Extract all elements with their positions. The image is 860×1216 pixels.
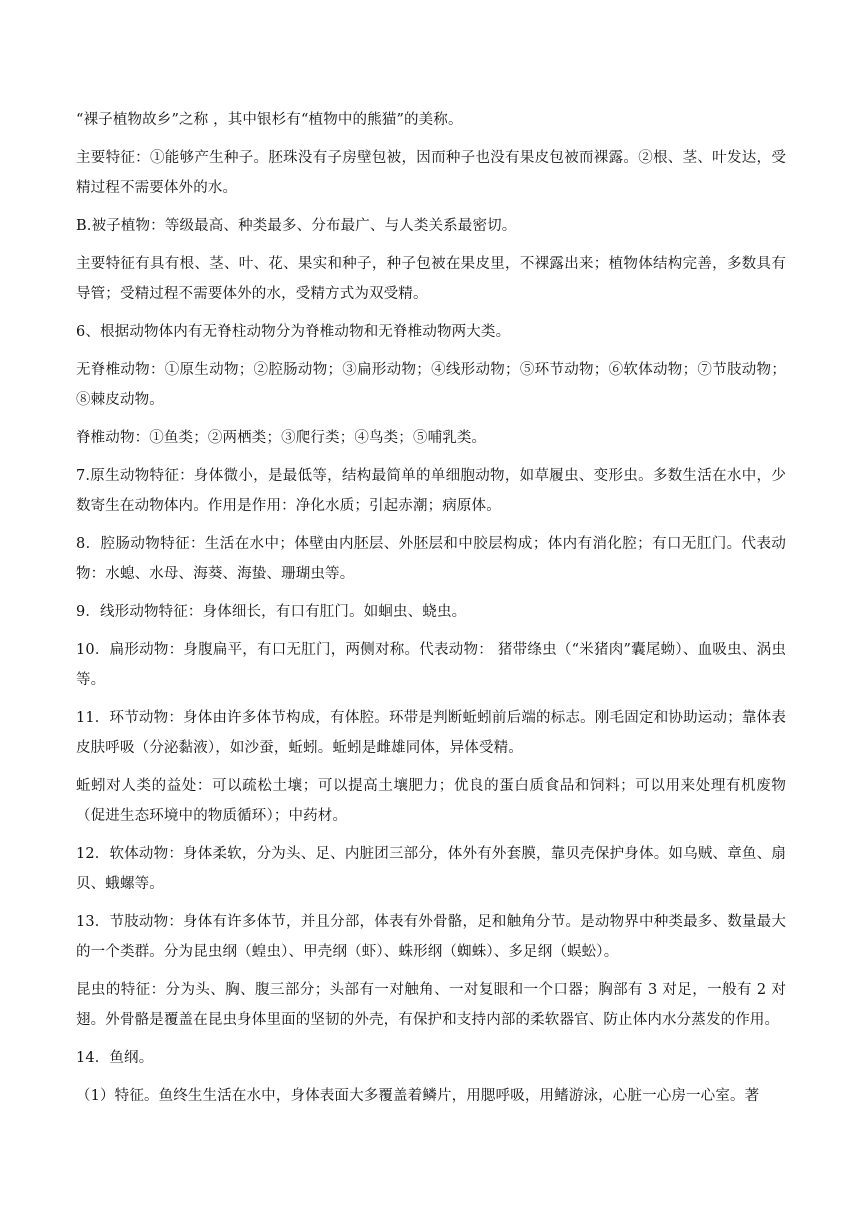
paragraph-gymnosperm-hometown: “裸子植物故乡”之称 ，其中银杉有“植物中的熊猫”的美称。 xyxy=(76,112,463,128)
paragraph-flatworms: 10．扁形动物：身腹扁平，有口无肛门，两侧对称。代表动物： 猪带绦虫（“米猪肉”囊尾蚴）、血吸虫、涡虫等。 xyxy=(76,642,786,688)
paragraph-mollusks: 12．软体动物：身体柔软，分为头、足、内脏团三部分，体外有外套膜，靠贝壳保护身体。如乌贼、章鱼、扇贝、蛾螺等。 xyxy=(76,846,786,892)
paragraph-angiosperm: B.被子植物：等级最高、种类最多、分布最广、与人类关系最密切。 xyxy=(76,218,517,234)
paragraph-fish-heading: 14．鱼纲。 xyxy=(76,1050,154,1066)
document-page xyxy=(76,105,786,1119)
paragraph-vertebrates: 脊椎动物：①鱼类；②两栖类；③爬行类；④鸟类；⑤哺乳类。 xyxy=(76,430,487,446)
paragraph-nematodes: 9．线形动物特征：身体细长，有口有肛门。如蛔虫、蛲虫。 xyxy=(76,604,467,620)
paragraph-gymnosperm-features: 主要特征：①能够产生种子。胚珠没有子房壁包被，因而种子也没有果皮包被而裸露。②根、茎、叶发达，受精过程不需要体外的水。 xyxy=(76,150,786,196)
paragraph-fish-features: （1）特征。鱼终生生活在水中，身体表面大多覆盖着鳞片，用腮呼吸，用鳍游泳，心脏一心房一心室。著 xyxy=(76,1088,760,1104)
paragraph-annelids: 11．环节动物：身体由许多体节构成，有体腔。环带是判断蚯蚓前后端的标志。刚毛固定和协助运动；靠体表皮肤呼吸（分泌黏液），如沙蚕，蚯蚓。蚯蚓是雌雄同体，异体受精。 xyxy=(76,710,786,756)
paragraph-invertebrates: 无脊椎动物：①原生动物；②腔肠动物；③扁形动物；④线形动物；⑤环节动物；⑥软体动物；⑦节肢动物；⑧棘皮动物。 xyxy=(76,362,786,408)
paragraph-coelenterates: 8．腔肠动物特征：生活在水中；体壁由内胚层、外胚层和中胶层构成；体内有消化腔；有口无肛门。代表动物：水螅、水母、海葵、海蛰、珊瑚虫等。 xyxy=(76,536,786,582)
paragraph-angiosperm-features: 主要特征有具有根、茎、叶、花、果实和种子，种子包被在果皮里，不裸露出来；植物体结构完善，多数具有导管；受精过程不需要体外的水，受精方式为双受精。 xyxy=(76,256,786,302)
paragraph-earthworm-benefits: 蚯蚓对人类的益处：可以疏松土壤；可以提高土壤肥力；优良的蛋白质食品和饲料；可以用来处理有机废物（促进生态环境中的物质循环）；中药材。 xyxy=(76,778,786,824)
paragraph-insect-features: 昆虫的特征：分为头、胸、腹三部分；头部有一对触角、一对复眼和一个口器；胸部有 3 对足，一般有 2 对翅。外骨骼是覆盖在昆虫身体里面的坚韧的外壳，有保护和支持内部的柔软器官、防止体内水分蒸发的作用。 xyxy=(76,982,786,1028)
paragraph-animal-classification: 6、根据动物体内有无脊柱动物分为脊椎动物和无脊椎动物两大类。 xyxy=(76,324,511,340)
paragraph-arthropods: 13．节肢动物：身体有许多体节，并且分部，体表有外骨骼，足和触角分节。是动物界中种类最多、数量最大的一个类群。分为昆虫纲（蝗虫）、甲壳纲（虾）、蛛形纲（蜘蛛）、多足纲（蜈蚣）。 xyxy=(76,914,786,960)
paragraph-protozoa: 7.原生动物特征：身体微小，是最低等，结构最简单的单细胞动物，如草履虫、变形虫。多数生活在水中，少数寄生在动物体内。作用是作用：净化水质；引起赤潮；病原体。 xyxy=(76,468,786,514)
